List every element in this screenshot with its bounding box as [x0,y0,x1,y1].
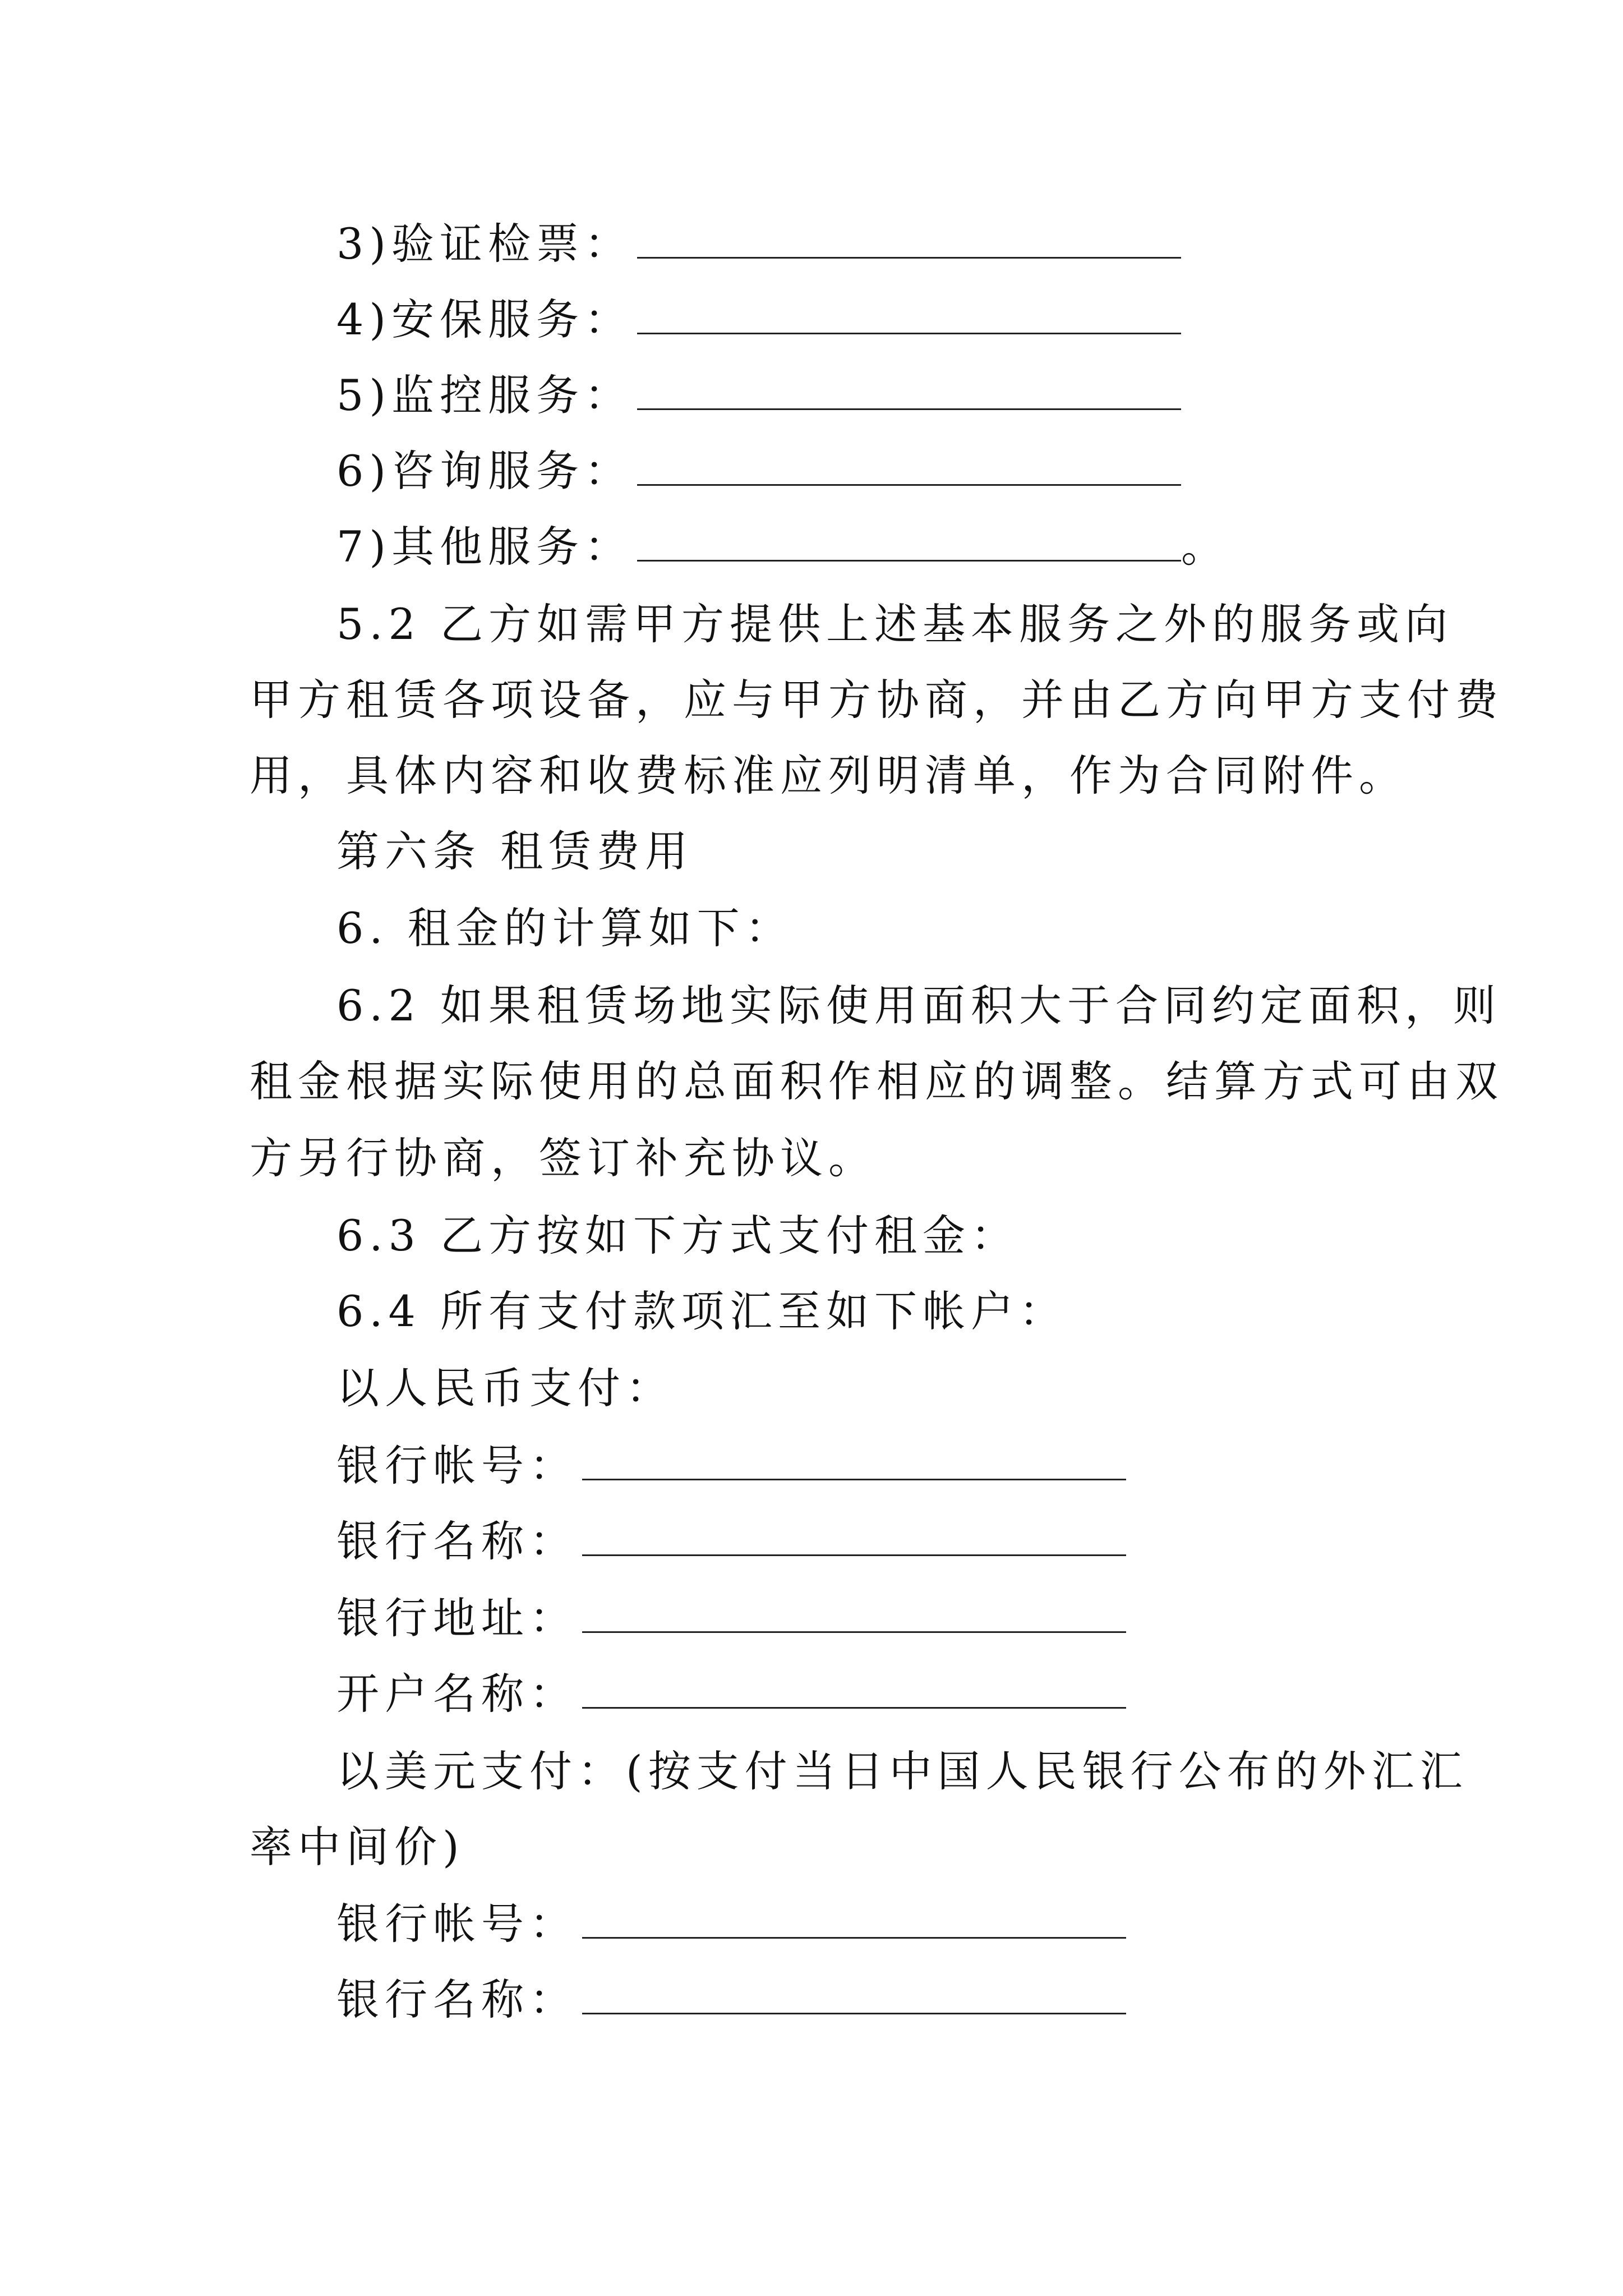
service-label: 3)验证检票： [336,219,633,269]
blank-field [582,1678,1126,1709]
blank-field [637,455,1181,486]
rmb-heading: 以人民币支付： [336,1363,674,1413]
usd-field-account [336,1899,1126,1949]
paragraph-6-4: 6.4 所有支付款项汇至如下帐户： [336,1286,1068,1336]
paragraph-6-3: 6.3 乙方按如下方式支付租金： [336,1211,1020,1260]
field-label: 银行帐号： [336,1441,578,1490]
field-label: 银行地址： [336,1593,578,1643]
service-item-security [336,295,1181,345]
service-label: 7)其他服务： [336,522,633,572]
paragraph-6: 6. 租金的计算如下： [336,903,794,953]
blank-field [582,1984,1126,2014]
service-suffix: 。 [1181,522,1230,572]
blank-field [637,228,1181,259]
service-label: 6)咨询服务： [336,446,633,496]
usd-field-bank-name [336,1975,1126,2025]
paragraph-5-2-line-1: 5.2 乙方如需甲方提供上述基本服务之外的服务或向 [336,599,1454,649]
paragraph-5-2-line-3: 用，具体内容和收费标准应列明清单，作为合同附件。 [250,751,1407,800]
rmb-field-bank-name [336,1516,1126,1567]
paragraph-5-2-line-2: 甲方租赁各项设备，应与甲方协商，并由乙方向甲方支付费 [250,675,1504,725]
field-label: 银行名称： [336,1516,578,1566]
blank-field [582,1602,1126,1633]
service-item-verify [336,219,1181,269]
service-item-consult [336,446,1181,496]
blank-field [637,379,1181,410]
paragraph-6-2-line-2: 租金根据实际使用的总面积作相应的调整。结算方式可由双 [250,1056,1504,1106]
rmb-field-account [336,1441,1126,1491]
service-label: 4)安保服务： [336,295,633,344]
blank-field [582,1525,1126,1556]
paragraph-6-2-line-3: 方另行协商，签订补充协议。 [250,1133,877,1183]
paragraph-6-2-line-1: 6.2 如果租赁场地实际使用面积大于合同约定面积，则 [336,981,1502,1030]
field-label: 银行帐号： [336,1899,578,1949]
field-label: 银行名称： [336,1975,578,2024]
rmb-field-account-name [336,1669,1126,1719]
usd-heading-line-2: 率中间价) [250,1822,465,1872]
rmb-field-bank-address [336,1593,1126,1644]
blank-field [582,1908,1126,1939]
service-label: 5)监控服务： [336,370,633,420]
blank-field [582,1450,1126,1480]
blank-field [637,531,1181,562]
article-6-title: 第六条 租赁费用 [336,826,694,876]
service-item-other [336,522,1229,572]
field-label: 开户名称： [336,1669,578,1719]
service-item-monitor [336,370,1181,421]
blank-field [637,303,1181,334]
usd-heading-line-1: 以美元支付：(按支付当日中国人民银行公布的外汇汇 [336,1746,1468,1796]
